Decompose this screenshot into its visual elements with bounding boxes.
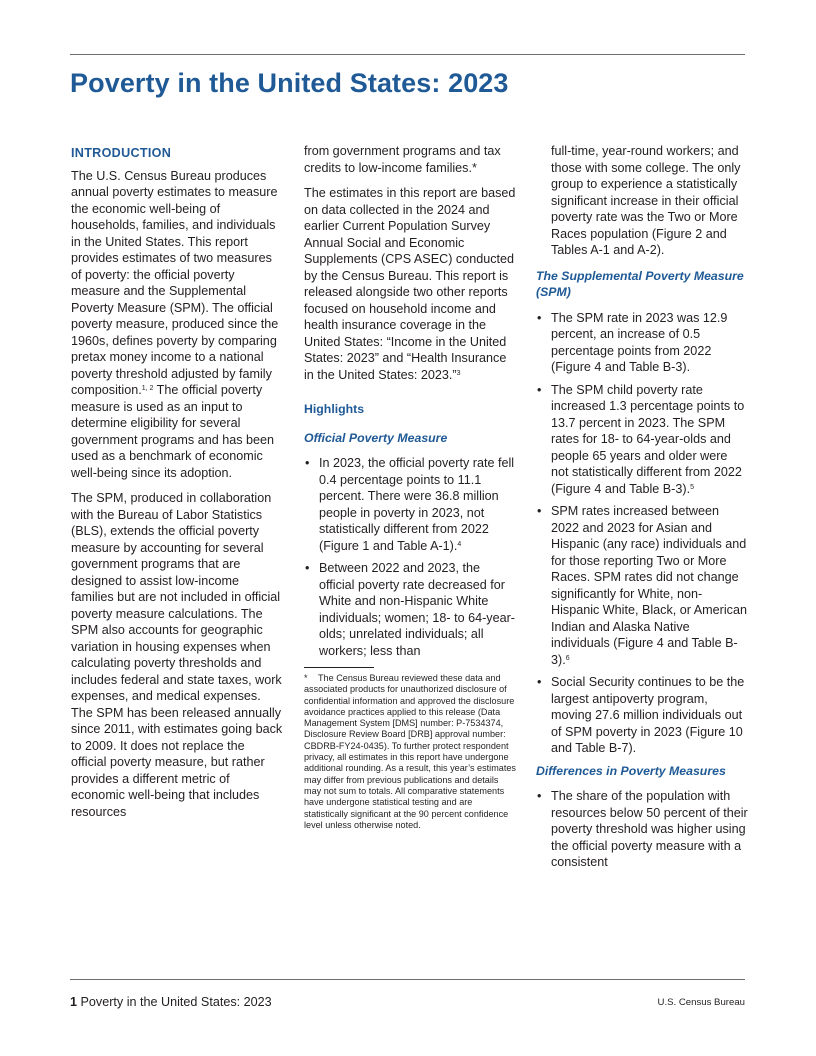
differences-bullet-1: The share of the population with resources below 50 percent of their poverty threshold was higher using the official poverty measure with a consistent xyxy=(551,789,748,869)
footer-title: Poverty in the United States: 2023 xyxy=(80,995,272,1009)
footer-left xyxy=(70,995,272,1009)
spm-highlights-list xyxy=(536,310,748,757)
official-highlights-list xyxy=(304,455,516,659)
official-poverty-measure-heading: Official Poverty Measure xyxy=(304,430,448,445)
official-bullet-2: Between 2022 and 2023, the official poverty rate decreased for White and non-Hispanic White individuals; women; 18- to 64-year-olds; unrelated individuals; all workers; less than xyxy=(319,561,515,658)
footnote-ref-6: 6 xyxy=(565,654,570,662)
differences-list xyxy=(536,788,748,871)
page-title: Poverty in the United States: 2023 xyxy=(70,68,509,98)
spm-bullet-2: The SPM child poverty rate increased 1.3 percentage points to 13.7 percent in 2023. The SPM rates for 18- to 64-year-olds and people 65 years and older were not statistically different from 2022 (Figure 4 and Table B-3). xyxy=(551,382,745,496)
highlights-heading: Highlights xyxy=(304,402,365,416)
differences-heading: Differences in Poverty Measures xyxy=(536,763,726,778)
list-item xyxy=(304,455,516,554)
intro-paragraph-1-text: The U.S. Census Bureau produces annual poverty estimates to measure the economic well-being of households, families, and individuals in the United States. This report provides estimates of two measures of poverty: the official poverty measure and the Supplemental Poverty Measure (SPM). The official poverty measure, produced since the 1960s, defines poverty by comparing pretax money income to a national poverty threshold adjusted by family composition. xyxy=(71,168,279,397)
spm-bullet-1: The SPM rate in 2023 was 12.9 percent, an increase of 0.5 percentage points from 2022 (Figure 4 and Table B-3). xyxy=(551,310,728,374)
footnote-rule xyxy=(304,667,374,668)
footnote-ref-3: 3 xyxy=(456,369,461,377)
intro-paragraph-1 xyxy=(71,168,283,482)
footnote xyxy=(304,673,516,831)
continued-paragraph: from government programs and tax credits to low-income families.* xyxy=(304,144,501,175)
list-item xyxy=(304,560,516,659)
footnote-ref-4: 4 xyxy=(457,540,462,548)
column-2 xyxy=(304,143,516,840)
spm-bullet-3: SPM rates increased between 2022 and 2023 for Asian and Hispanic (any race) individuals and for those reporting Two or More Races. SPM rates did not change significantly for White, non-Hispanic White, Black, or American Indian and Alaska Native individuals (Figure 4 and Table B-3). xyxy=(551,504,747,667)
estimates-paragraph-text: The estimates in this report are based on data collected in the 2024 and earlier Current Population Survey Annual Social and Economic Supplements (CPS ASEC) conducted by the Census Bureau. This report is released alongside two other reports focused on household income and health insurance coverage in the United States: “Income in the United States: 2023” and “Health Insurance in the United States: 2023.” xyxy=(304,186,516,382)
footnote-ref-5: 5 xyxy=(690,483,694,491)
footer-publisher: U.S. Census Bureau xyxy=(657,997,745,1008)
list-item xyxy=(536,674,748,757)
continued-bullet-text: full-time, year-round workers; and those with some college. The only group to experience a statistically significant increase in their official poverty rate was the Two or More Races population (Figure 2 and Tables A-1 and A-2). xyxy=(551,144,741,257)
footnote-ref-1-2: 1, 2 xyxy=(141,385,154,392)
footnote-text: The Census Bureau reviewed these data and associated products for unauthorized disclosure of confidential information and approved the disclosure avoidance practices applied to this release (Data Management System [DMS] number: P-7534374, Disclosure Review Board [DRB] approval number: CBDRB-FY24-0435). To further protect respondent privacy, all estimates in this report have undergone additional rounding. As a result, this year’s estimates may differ from previous publications and details may not sum to totals. All comparative statements have undergone statistical testing and are statistically significant at the 90 percent confidence level unless otherwise noted. xyxy=(304,673,516,830)
bottom-rule xyxy=(70,979,745,980)
intro-paragraph-2: The SPM, produced in collaboration with the Bureau of Labor Statistics (BLS), extends the official poverty measure by accounting for several government programs that are designed to assist low-income families but are not included in official poverty measure calculations. The SPM also accounts for geographic variation in housing expenses when calculating poverty thresholds and includes federal and state taxes, work expenses, and medical expenses. The SPM has been released annually since 2011, with estimates going back to 2009. It does not replace the official poverty measure, but rather provides a different metric of economic well-being that includes resources xyxy=(71,491,283,819)
top-rule xyxy=(70,54,745,55)
column-1 xyxy=(71,143,283,829)
intro-paragraph-1-tail: The official poverty measure is used as an input to determine eligibility for several government programs and has been used as a benchmark of economic well-being since its adoption. xyxy=(71,383,275,480)
page-number: 1 xyxy=(70,995,78,1009)
official-bullet-1: In 2023, the official poverty rate fell 0.4 percentage points to 11.1 percent. There were 36.8 million people in poverty in 2023, not statistically different from 2022 (Figure 1 and Table A-1). xyxy=(319,456,515,553)
list-item xyxy=(536,382,748,498)
spm-bullet-4: Social Security continues to be the largest antipoverty program, moving 27.6 million individuals out of SPM poverty in 2023 (Figure 10 and Table B-7). xyxy=(551,675,745,755)
introduction-heading: INTRODUCTION xyxy=(71,146,172,160)
estimates-paragraph xyxy=(304,185,516,383)
column-3 xyxy=(536,143,748,877)
list-item xyxy=(536,310,748,376)
footnote-mark: * xyxy=(304,673,308,683)
list-item xyxy=(536,503,748,668)
spm-heading: The Supplemental Poverty Measure (SPM) xyxy=(536,268,744,299)
list-item xyxy=(536,788,748,871)
